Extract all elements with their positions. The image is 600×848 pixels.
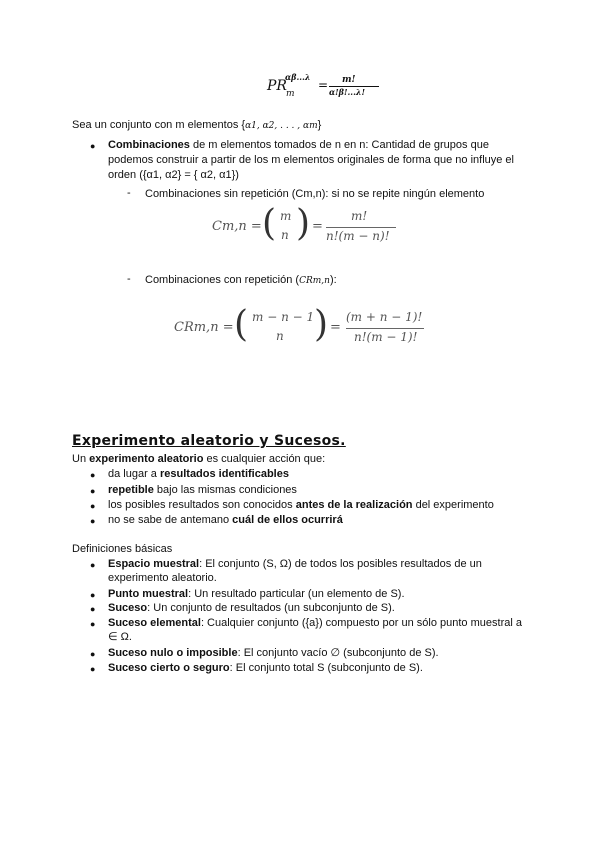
formula-permutations-repetition [265,72,405,106]
formula-c-top: m [280,209,292,223]
definicion-text: : El conjunto (S, Ω) de todos los posibles resultados de un [199,558,482,570]
experimento-item-pre: los posibles resultados son conocidos [108,499,296,511]
formula-cr-right-paren: ) [314,304,329,345]
intro-prefix: Sea un conjunto con m elementos { [72,119,246,131]
sin-repeticion-text: Combinaciones sin repetición (Cm,n): si no se repite ningún elemento [145,188,485,200]
formula-pr-base: PR [267,78,287,94]
formula-c-left-paren: ( [262,203,277,244]
definicion-term: Suceso [108,602,148,614]
bullet-icon: ● [90,486,96,496]
formula-c-equals: = [312,219,323,234]
experimento-item [108,483,297,497]
intro-suffix: } [317,119,322,131]
con-repeticion-prefix: Combinaciones con repetición ( [145,274,300,286]
dash-marker: - [127,273,131,285]
definicion-term: Punto muestral [108,588,189,600]
formula-cr-bottom: n [276,329,284,343]
definicion-item [108,557,482,571]
formula-pr-subscript: m [286,89,295,99]
definicion-item [108,661,423,675]
experimento-item-pre: no se sabe de antemano [108,514,233,526]
experimento-intro [72,452,325,466]
definicion-text: : Cualquier conjunto ({a}) compuesto por un sólo punto muestral a [200,617,522,629]
section-title: Experimento aleatorio y Sucesos. [72,433,346,449]
formula-pr-equals: = [318,78,329,92]
con-repeticion-text [145,273,337,288]
formula-pr-superscript: αβ...λ [285,72,311,82]
bullet-icon: ● [90,664,96,674]
bullet-icon: ● [90,619,96,629]
formula-cr-equals: = [330,320,341,335]
definicion-item [108,587,405,601]
definicion-continuation: experimento aleatorio. [108,572,217,584]
combinaciones-line-3: orden ({α1, α2} = { α2, α1}) [108,169,239,181]
formula-c-lhs: Cm,n = [212,219,262,234]
bullet-icon: ● [90,501,96,511]
combinaciones-line-1 [108,138,489,152]
dash-marker: - [127,187,131,199]
experimento-item-bold: cuál de ellos ocurrirá [232,514,343,526]
formula-c-numerator: m! [351,209,368,223]
definicion-item [108,616,522,630]
experimento-intro-term: experimento aleatorio [89,453,204,465]
experimento-item [108,467,289,481]
experimento-item-bold: repetible [108,484,154,496]
formula-cr-fraction-bar [346,328,424,329]
experimento-intro-prefix: Un [72,453,90,465]
formula-cr-denominator: n!(m − 1)! [354,330,418,344]
definicion-item [108,646,439,660]
definicion-text: : El conjunto total S (subconjunto de S). [229,662,423,674]
formula-c-bottom: n [281,228,289,242]
combinaciones-line-2: podemos construir a partir de los m elementos originales de forma que no influye el [108,154,514,166]
experimento-item-bold: antes de la realización [295,499,413,511]
formula-cr-top: m − n − 1 [252,310,315,324]
formula-cr-lhs: CRm,n = [174,320,234,335]
bullet-icon: ● [90,649,96,659]
bullet-icon: ● [90,590,96,600]
definicion-term: Suceso nulo o imposible [108,647,238,659]
formula-cr-left-paren: ( [234,304,249,345]
combinaciones-term: Combinaciones [108,139,190,151]
definicion-text: : Un conjunto de resultados (un subconjunto de S). [147,602,395,614]
con-repeticion-var: CRm,n [299,276,330,286]
bullet-icon: ● [90,560,96,570]
bullet-icon: ● [90,604,96,614]
con-repeticion-suffix: ): [329,274,337,286]
definicion-text: : El conjunto vacío ∅ (subconjunto de S). [237,647,439,659]
experimento-item-bold: resultados identificables [159,468,289,480]
formula-c-fraction-bar [326,227,396,228]
bullet-icon: ● [90,141,96,151]
experimento-item-post: bajo las mismas condiciones [153,484,297,496]
definicion-item [108,601,395,615]
formula-pr-denominator: α!β!...λ! [329,87,365,97]
experimento-item-pre: da lugar a [108,468,160,480]
formula-pr-numerator: m! [342,75,356,85]
experimento-item-post: del experimento [412,499,494,511]
definicion-term: Suceso cierto o seguro [108,662,230,674]
experimento-item [108,498,494,512]
bullet-icon: ● [90,516,96,526]
experimento-item [108,513,343,527]
definicion-continuation: ∈ Ω. [108,631,132,643]
formula-combinations-no-repetition [210,205,410,249]
definicion-text: : Un resultado particular (un elemento de S). [188,588,405,600]
definicion-term: Suceso elemental [108,617,201,629]
intro-set: α1, α2, . . . , αm [245,121,318,131]
formula-combinations-repetition [172,306,432,350]
bullet-icon: ● [90,470,96,480]
formula-cr-numerator: (m + n − 1)! [346,310,423,324]
intro-paragraph [72,118,321,133]
experimento-intro-suffix: es cualquier acción que: [203,453,326,465]
definiciones-title: Definiciones básicas [72,543,173,555]
formula-c-denominator: n!(m − n)! [326,229,390,243]
formula-c-right-paren: ) [296,203,311,244]
definicion-term: Espacio muestral [108,558,200,570]
combinaciones-line1-rest: de m elementos tomados de n en n: Cantidad de grupos que [189,139,489,151]
